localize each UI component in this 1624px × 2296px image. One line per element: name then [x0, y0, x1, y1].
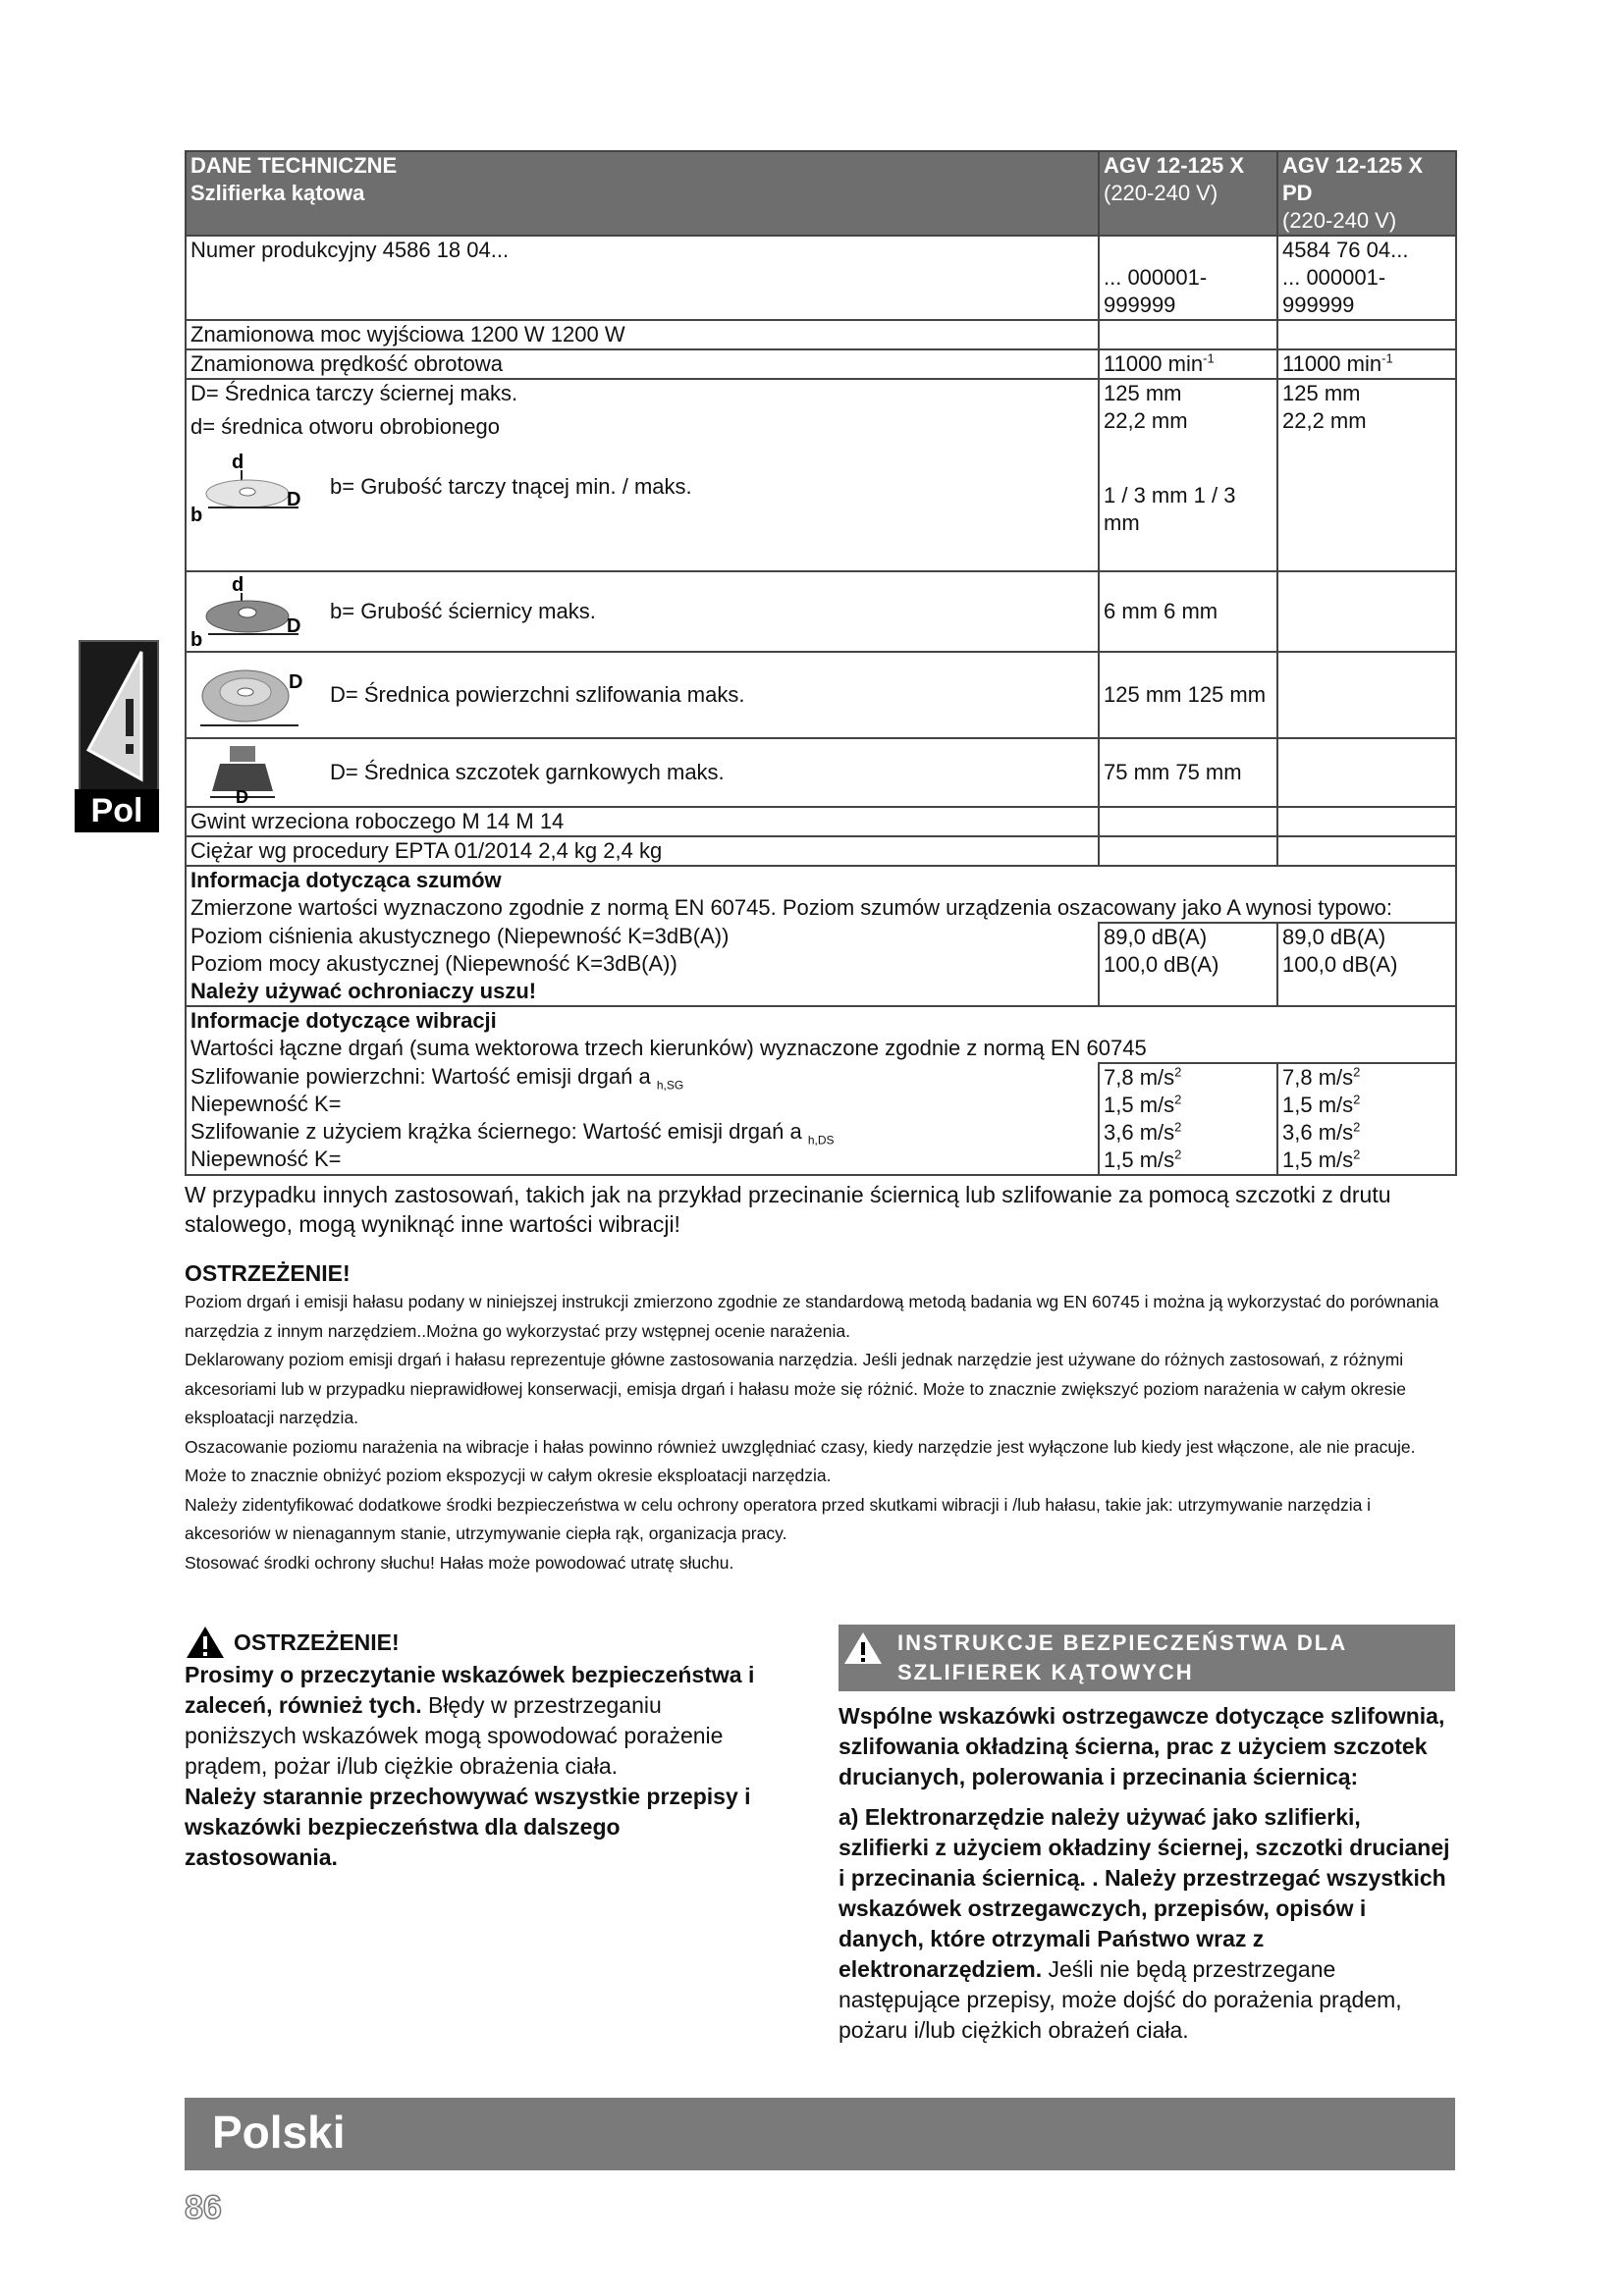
grind-thickness-col1: 6 mm 6 mm — [1099, 571, 1277, 652]
grinder-safety-title: INSTRUKCJE BEZPIECZEŃSTWA DLA SZLIFIEREK KĄTOWYCH — [897, 1630, 1347, 1684]
header-col2 — [1277, 151, 1456, 236]
sound-power-col1: 100,0 dB(A) — [1104, 952, 1219, 977]
table-row — [186, 379, 1456, 571]
col1-model: AGV 12-125 X — [1104, 153, 1245, 178]
production-number-col2 — [1277, 236, 1456, 320]
svg-text:b: b — [190, 505, 203, 523]
surface-diameter-col1: 125 mm 125 mm — [1099, 652, 1277, 738]
warning-paragraph-2: Deklarowany poziom emisji drgań i hałasu reprezentuje główne zastosowania narzędzia. Jeśli jednak narzędzie jest używane do różnych zastosowań, z różnymi akcesoriami lub w przypadku nieprawidłowej konserwacji, emisja drgań i hałasu może się różnić. Może to znacznie zwiększyć poziom narażenia w całym okresie eksploatacji narzędzia. — [185, 1350, 1406, 1427]
diameter-col2 — [1277, 379, 1456, 571]
svg-text:D: D — [287, 489, 301, 510]
warning-paragraph-5: Stosować środki ochrony słuchu! Hałas może powodować utratę słuchu. — [185, 1552, 734, 1573]
cut-thickness-label: b= Grubość tarczy tnącej min. / maks. — [330, 474, 692, 499]
vib-c2-v3-value: 3,6 m/s — [1282, 1120, 1354, 1145]
warning-paragraph-3: Oszacowanie poziomu narażenia na wibracje i hałas powinno również uwzględniać czasy, kiedy narzędzie jest wyłączone lub kiedy jest włączone, ale nie pracuje. Może to znacznie obniżyć poziom ekspozycji w całym okresie eksploatacji narzędzia. — [185, 1436, 1416, 1485]
sound-pressure-col1: 89,0 dB(A) — [1104, 925, 1208, 949]
svg-text:b: b — [190, 629, 203, 648]
noise-col2 — [1277, 923, 1456, 1006]
disc-grinding-sub: h,DS — [807, 1133, 835, 1148]
surface-grinding-text: Szlifowanie powierzchni: Wartość emisji drgań a — [190, 1064, 651, 1089]
warning-paragraph-1: Poziom drgań i emisji hałasu podany w niniejszej instrukcji zmierzono zgodnie ze standardową metodą badania wg EN 60745 i można ją wykorzystać do porównania narzędzia z innym narzędziem..Można go wykorzystać przy wstępnej ocenie narażenia. — [185, 1292, 1439, 1341]
sound-power-col2: 100,0 dB(A) — [1282, 952, 1398, 977]
diameter-cell — [186, 379, 1099, 571]
vib-c1-v4-exp: 2 — [1174, 1147, 1182, 1162]
vib-c2-v4 — [1282, 1147, 1451, 1174]
table-row — [186, 738, 1456, 807]
warning-triangle-icon — [185, 1625, 226, 1660]
general-warning-normal: Błędy w przestrzeganiu poniższych wskazówek mogą spowodować porażenie prądem, pożar i/lub ciężkie obrażenia ciała. — [185, 1692, 724, 1779]
grinder-safety-column — [839, 1625, 1455, 2046]
bore-diameter-col2: 22,2 mm — [1282, 408, 1367, 433]
vib-c2-v2-value: 1,5 m/s — [1282, 1093, 1354, 1117]
brush-diameter-cell — [186, 738, 1099, 807]
language-side-tab — [75, 640, 159, 832]
cutting-disc-icon — [190, 451, 308, 523]
rated-speed-col2-value: 11000 min — [1282, 351, 1382, 376]
ear-protection-note: Należy używać ochroniaczy uszu! — [190, 979, 537, 1003]
surface-diameter-cell — [186, 652, 1099, 738]
uncertainty-label-2: Niepewność K= — [190, 1147, 342, 1171]
footer-language: Polski — [212, 2107, 346, 2158]
disc-diameter-col1: 125 mm — [1104, 381, 1182, 405]
keep-instructions-bold: Należy starannie przechowywać wszystkie przepisy i wskazówki bezpieczeństwa dla dalszego zastosowania. — [185, 1784, 751, 1870]
noise-col1 — [1099, 923, 1277, 1006]
disc-grinding-text: Szlifowanie z użyciem krążka ściernego: Wartość emisji drgań a — [190, 1119, 802, 1144]
svg-text:d: d — [232, 452, 244, 473]
bore-diameter-col1: 22,2 mm — [1104, 408, 1188, 433]
svg-text:D: D — [287, 615, 301, 637]
table-row — [186, 571, 1456, 652]
language-footer-bar — [185, 2098, 1455, 2170]
grind-thickness-cell — [186, 571, 1099, 652]
vib-c2-v1-value: 7,8 m/s — [1282, 1065, 1354, 1090]
table-row — [186, 236, 1456, 320]
header-title: DANE TECHNICZNE — [190, 153, 398, 178]
brush-diameter-row — [190, 742, 1094, 803]
vib-c1-v3-value: 3,6 m/s — [1104, 1120, 1175, 1145]
table-row — [186, 652, 1456, 738]
diameter-col1 — [1099, 379, 1277, 571]
rated-speed-col1 — [1099, 349, 1277, 379]
col1-voltage: (220-240 V) — [1104, 181, 1218, 205]
vib-c1-v1-exp: 2 — [1174, 1064, 1182, 1080]
warning-paragraph-4: Należy zidentyfikować dodatkowe środki bezpieczeństwa w celu ochrony operatora przed skutkami wibracji i /lub hałasu, takie jak: utrzymywanie narzędzia i akcesoriów w nienagannym stanie, utrzymywanie ciepła rąk, organizacja pracy. — [185, 1494, 1372, 1543]
vibration-col2 — [1277, 1063, 1456, 1175]
warning-triangle-tab — [79, 640, 159, 793]
disc-diameter-label: D= Średnica tarczy ściernej maks. — [190, 381, 518, 405]
general-warning-title: OSTRZEŻENIE! — [234, 1629, 400, 1655]
technical-data-table — [185, 150, 1457, 1176]
header-col1 — [1099, 151, 1277, 236]
surface-diameter-row — [190, 659, 1094, 731]
bore-diameter-label: d= średnica otworu obrobionego — [190, 414, 500, 439]
vib-c1-v3-exp: 2 — [1174, 1119, 1182, 1135]
surface-diameter-label: D= Średnica powierzchni szlifowania maks. — [330, 682, 745, 707]
surface-grinding-label — [190, 1063, 1094, 1091]
flap-disc-icon — [190, 659, 308, 731]
vib-c2-v1-exp: 2 — [1353, 1064, 1361, 1080]
common-warnings-bold: Wspólne wskazówki ostrzegawcze dotyczące szlifownia, szlifowania okładziną ścierna, prac z użyciem szczotek drucianych, polerowania i przecinania ściernicą: — [839, 1703, 1445, 1789]
table-row — [186, 807, 1456, 836]
vib-c1-v2 — [1104, 1092, 1272, 1119]
uncertainty-label-1: Niepewność K= — [190, 1092, 342, 1116]
usage-instruction-normal: Jeśli nie będą przestrzegane następujące przepisy, może dojść do porażenia prądem, pożaru i/lub ciężkich obrażeń ciała. — [839, 1956, 1402, 2043]
vibration-note: W przypadku innych zastosowań, takich jak na przykład przecinanie ściernicą lub szlifowanie za pomocą szczotki z drutu stalowego, mogą wyniknąć inne wartości wibracji! — [185, 1182, 1391, 1237]
noise-vibration-warning — [185, 1258, 1455, 1577]
general-warning-heading — [185, 1625, 774, 1660]
rated-speed-col1-value: 11000 min — [1104, 351, 1204, 376]
rated-speed-col2 — [1277, 349, 1456, 379]
vib-c1-v3 — [1104, 1119, 1272, 1147]
vibration-col1 — [1099, 1063, 1277, 1175]
cut-thickness-col1: 1 / 3 mm 1 / 3 mm — [1104, 483, 1236, 535]
noise-header-cell — [186, 866, 1456, 923]
rated-power-label: Znamionowa moc wyjściowa 1200 W 1200 W — [186, 320, 1099, 349]
table-row — [186, 923, 1456, 1006]
surface-grinding-sub: h,SG — [656, 1078, 684, 1093]
vibration-title: Informacje dotyczące wibracji — [190, 1008, 497, 1033]
noise-intro: Zmierzone wartości wyznaczono zgodnie z normą EN 60745. Poziom szumów urządzenia oszacowany jako A wynosi typowo: — [190, 895, 1393, 920]
header-title-cell — [186, 151, 1099, 236]
svg-text:d: d — [232, 575, 244, 596]
sound-pressure-col2: 89,0 dB(A) — [1282, 925, 1386, 949]
production-number-col2-prefix: 4584 76 04... — [1282, 238, 1409, 262]
disc-diameter-col2: 125 mm — [1282, 381, 1361, 405]
vib-c1-v2-exp: 2 — [1174, 1092, 1182, 1107]
brush-diameter-label: D= Średnica szczotek garnkowych maks. — [330, 760, 725, 784]
language-tab-label: Pol — [75, 789, 159, 832]
vib-c2-v2-exp: 2 — [1353, 1092, 1361, 1107]
vib-c2-v4-exp: 2 — [1353, 1147, 1361, 1162]
usage-instruction — [839, 1802, 1455, 2046]
grind-thickness-label: b= Grubość ściernicy maks. — [330, 599, 596, 623]
col2-model: AGV 12-125 X PD — [1282, 153, 1424, 205]
vib-c1-v4-value: 1,5 m/s — [1104, 1148, 1175, 1172]
grind-thickness-row — [190, 575, 1094, 648]
table-row — [186, 349, 1456, 379]
table-row — [186, 1006, 1456, 1063]
warning-icon — [81, 642, 157, 791]
weight-label: Ciężar wg procedury EPTA 01/2014 2,4 kg 2,4 kg — [186, 836, 1099, 866]
rated-speed-col1-exp: -1 — [1203, 350, 1215, 366]
brush-diameter-col1: 75 mm 75 mm — [1099, 738, 1277, 807]
sound-power-label: Poziom mocy akustycznej (Niepewność K=3dB(A)) — [190, 951, 677, 976]
rated-speed-col2-exp: -1 — [1381, 350, 1393, 366]
vib-c2-v2 — [1282, 1092, 1451, 1119]
rated-speed-label: Znamionowa prędkość obrotowa — [186, 349, 1099, 379]
production-number-col1: ... 000001-999999 — [1099, 236, 1277, 320]
common-warnings-heading — [839, 1701, 1455, 1792]
general-warning-column — [185, 1625, 774, 1873]
svg-text:D: D — [289, 671, 303, 693]
grinding-disc-icon — [190, 575, 308, 648]
vib-c1-v1-value: 7,8 m/s — [1104, 1065, 1175, 1090]
noise-labels-cell — [186, 923, 1099, 1006]
usage-instruction-bold: a) Elektronarzędzie należy używać jako szlifierki, szlifierki z użyciem okładziny ściernej, szczotki drucianej i przecinania ściernicą. . Należy przestrzegać wszystkich wskazówek ostrzegawczych, przepisów, opisów i danych, które otrzymali Państwo wraz z elektronarzędziem. — [839, 1804, 1450, 1982]
vib-c2-v4-value: 1,5 m/s — [1282, 1148, 1354, 1172]
vib-c1-v2-value: 1,5 m/s — [1104, 1093, 1175, 1117]
table-row — [186, 1063, 1456, 1175]
production-number-label: Numer produkcyjny 4586 18 04... — [186, 236, 1099, 320]
noise-title: Informacja dotycząca szumów — [190, 868, 502, 892]
vibration-header-cell — [186, 1006, 1456, 1063]
general-warning-bold: Prosimy o przeczytanie wskazówek bezpieczeństwa i zaleceń, również tych. — [185, 1662, 755, 1718]
general-warning-text — [185, 1660, 774, 1782]
vib-c1-v4 — [1104, 1147, 1272, 1174]
warning-title: OSTRZEŻENIE! — [185, 1260, 351, 1286]
vibration-intro: Wartości łączne drgań (suma wektorowa trzech kierunków) wyznaczone zgodnie z normą EN 60745 — [190, 1036, 1147, 1060]
spindle-thread-label: Gwint wrzeciona roboczego M 14 M 14 — [186, 807, 1099, 836]
cut-thickness-row — [190, 451, 1094, 523]
svg-text:D: D — [236, 787, 248, 803]
vib-c2-v1 — [1282, 1064, 1451, 1092]
table-row — [186, 320, 1456, 349]
warning-triangle-icon — [842, 1630, 884, 1666]
table-row — [186, 836, 1456, 866]
disc-grinding-label — [190, 1118, 1094, 1146]
page-number: 86 — [185, 2189, 222, 2226]
cup-brush-icon — [190, 742, 308, 803]
production-number-col2-range: ... 000001-999999 — [1282, 265, 1386, 317]
col2-voltage: (220-240 V) — [1282, 208, 1397, 233]
keep-instructions-note — [185, 1782, 774, 1873]
vib-c1-v1 — [1104, 1064, 1272, 1092]
vib-c2-v3-exp: 2 — [1353, 1119, 1361, 1135]
vibration-labels-cell — [186, 1063, 1099, 1175]
sound-pressure-label: Poziom ciśnienia akustycznego (Niepewność K=3dB(A)) — [190, 924, 730, 948]
table-row — [186, 866, 1456, 923]
table-header-row — [186, 151, 1456, 236]
grinder-safety-banner — [839, 1625, 1455, 1691]
header-subtitle: Szlifierka kątowa — [190, 181, 365, 205]
vib-c2-v3 — [1282, 1119, 1451, 1147]
